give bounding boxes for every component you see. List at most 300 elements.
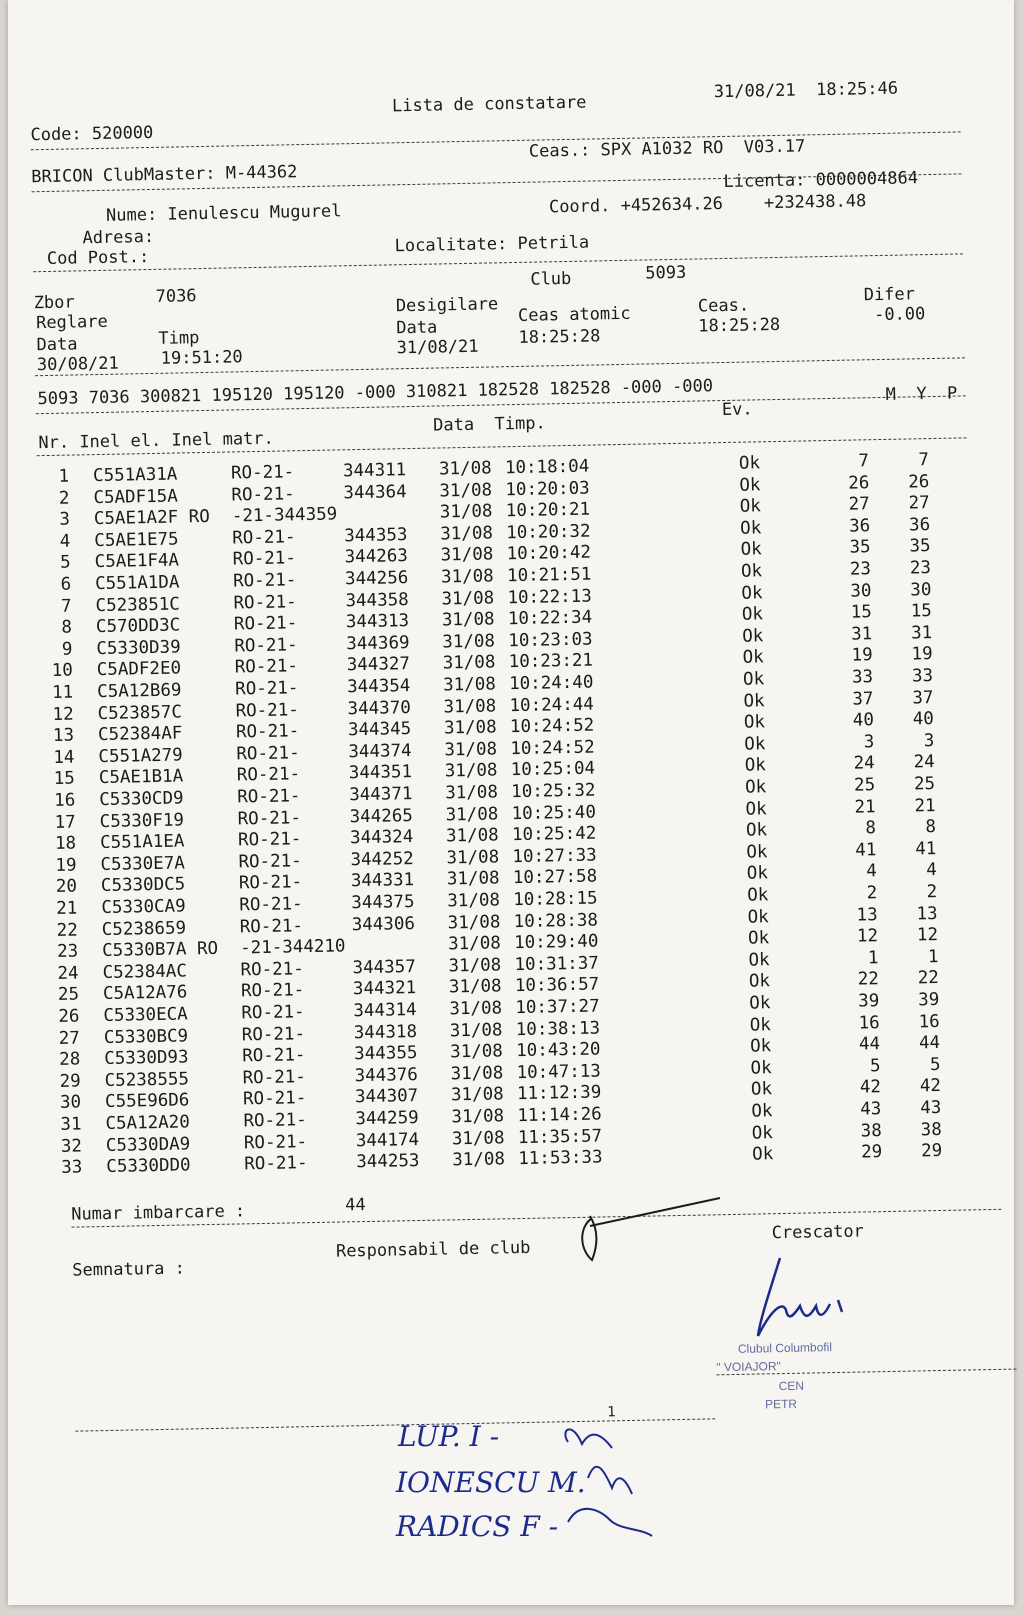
cell-m: 4 (866, 861, 877, 882)
cell-m: 2 (866, 883, 878, 904)
unsealing-date: 31/08/21 (396, 336, 479, 359)
cell-inel: C5238555 (104, 1069, 190, 1091)
cell-m: 41 (855, 839, 877, 861)
cell-data: 31/08 (447, 890, 501, 912)
cell-timp: 11:35:57 (517, 1126, 603, 1148)
cell-ev: Ok (747, 885, 769, 906)
cell-p: 25 (913, 774, 936, 795)
cell-matr: RO-21- (240, 958, 304, 981)
cell-timp: 10:47:13 (516, 1061, 602, 1083)
cell-num: 344376 (354, 1064, 419, 1087)
cell-timp: 10:20:03 (505, 478, 590, 500)
flight-number: 7036 (155, 286, 197, 307)
cell-inel: C5AE1B1A (98, 766, 184, 789)
cell-ev: Ok (741, 582, 763, 604)
cell-data: 31/08 (448, 976, 502, 998)
signature-label: Semnatura : (72, 1258, 186, 1281)
stamp-line-1: Clubul Columbofil (737, 1340, 833, 1356)
column-header-ev: Ev. (721, 399, 753, 421)
cell-inel: C5330DA9 (105, 1133, 191, 1156)
cell-matr: RO-21- (233, 613, 298, 635)
cell-ev: Ok (742, 626, 764, 647)
cell-inel: C52384AC (102, 961, 188, 983)
cell-nr: 6 (60, 574, 72, 595)
cell-num: 344265 (349, 805, 414, 827)
cell-p: 24 (913, 752, 935, 773)
clock-field: Ceas.: SPX A1032 RO V03.17 (528, 136, 806, 162)
cell-num: 344174 (355, 1129, 420, 1151)
cell-nr: 9 (61, 639, 73, 660)
cell-data: 31/08 (439, 480, 493, 502)
cell-inel: C5AE1F4A (94, 550, 180, 573)
cell-data: 31/08 (442, 631, 496, 653)
cell-m: 15 (850, 602, 873, 623)
cell-timp: 10:18:04 (504, 456, 590, 479)
cell-nr: 30 (59, 1092, 82, 1114)
cell-num: 344307 (354, 1086, 419, 1108)
cell-nr: 11 (51, 682, 74, 703)
cell-inel: C5330D39 (96, 637, 181, 659)
cell-m: 26 (848, 472, 870, 494)
cell-nr: 20 (55, 876, 78, 898)
stamp-line-4: PETR (764, 1396, 798, 1412)
cell-matr: RO-21- (242, 1088, 307, 1110)
cell-data: 31/08 (438, 458, 492, 480)
cell-inel: C5A12A20 (105, 1112, 190, 1135)
cell-nr: 31 (60, 1114, 82, 1135)
cell-nr: 13 (52, 725, 75, 747)
cell-nr: 27 (58, 1028, 81, 1049)
cell-num: 344370 (347, 697, 411, 719)
cell-num: 344364 (343, 481, 407, 503)
clock-value: 18:25:28 (698, 314, 781, 337)
cell-matr: RO-21- (234, 678, 299, 700)
cell-data: 31/08 (441, 609, 495, 631)
cell-ev: Ok (750, 1079, 773, 1101)
cell-data: 31/08 (446, 868, 500, 890)
boarding-count-value: 44 (344, 1195, 366, 1216)
cell-inel: C5330F19 (99, 810, 185, 832)
cell-m: 5 (869, 1055, 881, 1077)
cell-num: 344331 (350, 870, 415, 892)
cell-m: 43 (860, 1099, 882, 1120)
cell-num: 344321 (352, 978, 417, 1000)
cell-data: 31/08 (440, 544, 494, 566)
cell-m: 7 (858, 451, 870, 472)
cell-num: 344259 (355, 1107, 419, 1130)
cell-matr: RO-21- (237, 829, 302, 851)
cell-ev: Ok (745, 820, 768, 841)
cell-nr: 16 (54, 790, 76, 811)
cell-ev: Ok (747, 928, 770, 949)
cell-matr: RO-21- (238, 872, 303, 894)
cell-num: 344311 (342, 460, 407, 482)
cell-num: 344358 (345, 589, 409, 611)
cell-inel: C5330CA9 (101, 896, 186, 919)
cell-matr: RO-21- (243, 1110, 307, 1132)
cell-p: 44 (918, 1033, 941, 1054)
difference-value: -0.00 (873, 304, 926, 326)
cell-m: 13 (856, 904, 878, 926)
cell-ev: Ok (748, 971, 771, 993)
cell-ev: Ok (744, 777, 767, 798)
flight-label: Zbor (33, 292, 75, 314)
cell-num: 344313 (345, 611, 410, 633)
cell-inel: C551A1EA (99, 831, 185, 854)
cell-p: 16 (918, 1011, 940, 1032)
cell-m: 22 (857, 969, 880, 990)
cell-matr: RO-21- (238, 850, 302, 873)
cell-nr: 15 (53, 768, 76, 790)
column-header-myp: M Y P (885, 383, 958, 405)
cell-p: 26 (908, 471, 930, 493)
cell-nr: 24 (57, 963, 79, 984)
setting-time: 19:51:20 (160, 347, 243, 369)
stamp-line-3: CEN (778, 1378, 805, 1394)
column-header-rings: Nr. Inel el. Inel matr. (38, 428, 274, 454)
address-label: Adresa: (82, 226, 155, 249)
cell-timp: 10:24:44 (509, 694, 595, 716)
cell-p: 3 (923, 730, 935, 752)
cell-p: 41 (915, 838, 937, 860)
cell-nr: 2 (58, 488, 70, 509)
cell-p: 8 (925, 817, 937, 838)
cell-nr: 19 (55, 855, 77, 876)
fancier-name: Nume: Ienulescu Mugurel (105, 201, 342, 226)
cell-timp: 11:14:26 (517, 1104, 602, 1127)
cell-inel: C5330DD0 (106, 1155, 191, 1178)
postal-code-label: Cod Post.: (46, 247, 150, 269)
cell-p: 36 (908, 514, 931, 536)
cell-p: 39 (918, 989, 940, 1011)
cell-matr: RO-21- (236, 743, 300, 765)
cell-matr: RO-21- (234, 635, 298, 657)
cell-matr: RO-21- (230, 462, 295, 484)
cell-m: 1 (867, 947, 879, 969)
cell-timp: 10:28:15 (513, 888, 598, 911)
cell-inel: C523857C (97, 702, 183, 724)
cell-ev: Ok (739, 518, 762, 539)
cell-nr: 22 (56, 920, 78, 941)
cell-inel: C5AE1A2F RO (93, 507, 210, 530)
cell-inel: C551A31A (92, 464, 178, 487)
cell-m: 3 (863, 731, 875, 753)
cell-nr: 26 (58, 1006, 80, 1027)
cell-matr: RO-21- (234, 656, 299, 678)
cell-p: 15 (910, 601, 933, 622)
cell-m: 37 (852, 688, 874, 710)
cell-m: 21 (854, 796, 876, 818)
cell-num: 344253 (356, 1151, 420, 1173)
cell-nr: 3 (59, 509, 71, 530)
cell-num: 344371 (349, 784, 413, 806)
cell-timp: 10:23:03 (508, 629, 593, 651)
cell-inel: C52384AF (97, 723, 183, 746)
cell-timp: 10:22:13 (507, 586, 592, 608)
cell-p: 21 (914, 795, 936, 817)
cell-matr: RO-21- (237, 807, 302, 830)
cell-p: 4 (926, 860, 937, 881)
cell-m: 19 (851, 645, 873, 666)
cell-ev: Ok (744, 755, 767, 777)
cell-timp: 11:53:33 (518, 1147, 603, 1170)
unsealing-date-label: Data (396, 317, 438, 339)
cell-inel: C5238659 (101, 918, 187, 940)
cell-inel: C5330B7A RO (101, 939, 219, 962)
cell-data: 31/08 (450, 1041, 504, 1063)
club-label: Club (530, 268, 572, 290)
cell-data: 31/08 (440, 523, 494, 545)
cell-p: 27 (908, 493, 930, 514)
clock-label: Ceas. (697, 295, 750, 317)
cell-data: 31/08 (444, 739, 498, 761)
cell-num: 344355 (354, 1043, 418, 1065)
cell-m: 30 (850, 580, 872, 602)
atomic-clock-value: 18:25:28 (518, 326, 601, 348)
cell-data: 31/08 (443, 696, 497, 718)
cell-timp: 10:27:33 (512, 845, 597, 867)
cell-matr: RO-21- (237, 786, 301, 808)
cell-timp: 10:20:32 (506, 521, 591, 544)
cell-ev: Ok (748, 950, 770, 971)
cell-m: 38 (860, 1120, 882, 1142)
cell-inel: C551A279 (98, 745, 183, 767)
cell-m: 12 (856, 926, 879, 947)
cell-timp: 10:20:42 (506, 542, 592, 565)
cell-p: 30 (910, 579, 932, 601)
cell-ev: Ok (742, 647, 764, 669)
cell-data: 31/08 (441, 588, 495, 610)
cell-ev: Ok (743, 712, 766, 733)
cell-inel: C55E96D6 (104, 1090, 190, 1113)
cell-nr: 4 (59, 531, 71, 552)
cell-inel: C5ADF2E0 (96, 658, 182, 681)
cell-num: 344351 (348, 762, 413, 784)
cell-num: 344306 (351, 913, 416, 935)
cell-data: 31/08 (452, 1149, 506, 1171)
cell-ev: Ok (749, 1014, 771, 1036)
handwritten-line-1: LUP. I - (398, 1420, 500, 1453)
cell-num: 344353 (344, 524, 408, 547)
cell-inel: C551A1DA (94, 572, 180, 595)
cell-inel: C5A12B69 (97, 680, 182, 703)
cell-ev: Ok (739, 474, 761, 496)
cell-m: 40 (852, 710, 875, 731)
cell-ev: Ok (750, 1058, 772, 1079)
cell-m: 44 (858, 1034, 881, 1055)
cell-ev: Ok (752, 1144, 774, 1165)
cell-data: 31/08 (439, 501, 493, 523)
cell-nr: 17 (54, 812, 76, 833)
cell-inel: C5AE1E75 (94, 529, 179, 551)
cell-nr: 5 (59, 552, 71, 574)
cell-timp: 10:22:34 (507, 607, 593, 630)
cell-p: 1 (927, 946, 939, 967)
cell-p: 19 (911, 644, 933, 665)
cell-timp: 10:31:37 (514, 953, 599, 975)
cell-ev: Ok (749, 1036, 772, 1057)
cell-ev: Ok (747, 906, 769, 928)
cell-matr: -21-344210 (239, 936, 346, 959)
cell-nr: 23 (56, 941, 79, 963)
cell-m: 27 (848, 494, 870, 515)
setting-label: Reglare (35, 311, 108, 334)
cell-matr: RO-21- (240, 980, 305, 1002)
cell-num: 344357 (352, 956, 416, 979)
cell-data: 31/08 (446, 847, 500, 869)
cell-inel: C570DD3C (95, 615, 181, 638)
cell-timp: 10:25:04 (510, 758, 596, 781)
cell-matr: RO-21- (239, 894, 303, 916)
cell-data: 31/08 (447, 933, 501, 955)
cell-ev: Ok (742, 669, 765, 690)
cell-timp: 10:37:27 (515, 996, 600, 1019)
cell-timp: 10:21:51 (506, 564, 592, 587)
cell-inel: C5330CD9 (99, 788, 184, 811)
cell-data: 31/08 (450, 1063, 504, 1085)
cell-ev: Ok (751, 1122, 774, 1144)
cell-num: 344375 (351, 892, 415, 914)
cell-m: 23 (849, 559, 872, 580)
cell-ev: Ok (739, 496, 762, 517)
cell-data: 31/08 (449, 1019, 503, 1041)
page-number: 1 (606, 1404, 616, 1421)
cell-p: 38 (920, 1119, 942, 1140)
cell-inel: C5ADF15A (93, 486, 178, 508)
license-field: Licenta: 0000004864 (723, 168, 919, 192)
cell-m: 8 (865, 818, 877, 839)
cell-p: 33 (911, 666, 934, 687)
page-title: Lista de constatare (391, 92, 587, 117)
cell-data: 31/08 (445, 825, 499, 847)
cell-nr: 10 (51, 660, 73, 682)
cell-p: 22 (917, 968, 940, 989)
cell-inel: C5330E7A (100, 853, 186, 875)
boarding-count-label: Numar imbarcare : (71, 1201, 246, 1225)
cell-p: 5 (929, 1054, 941, 1075)
cell-matr: RO-21- (242, 1045, 306, 1067)
cell-ev: Ok (741, 604, 764, 625)
report-datetime: 31/08/21 18:25:46 (713, 78, 899, 103)
cell-timp: 10:24:52 (510, 737, 595, 759)
cell-matr: RO-21- (232, 527, 296, 549)
coordinates-field: Coord. +452634.26 +232438.48 (548, 191, 867, 218)
cell-p: 29 (920, 1141, 943, 1162)
cell-timp: 10:20:21 (505, 499, 591, 522)
cell-p: 40 (912, 709, 935, 730)
cell-nr: 7 (60, 596, 72, 617)
cell-nr: 12 (52, 704, 74, 725)
setting-date-label: Data (36, 334, 78, 356)
cell-matr: RO-21- (232, 570, 297, 592)
stamp-line-2: " VOIAJOR" (716, 1359, 781, 1375)
atomic-clock-label: Ceas atomic (517, 303, 631, 326)
handwritten-line-2: IONESCU M. (396, 1466, 586, 1499)
cell-p: 13 (916, 903, 938, 924)
cell-m: 35 (849, 537, 871, 559)
breeder-label: Crescator (771, 1221, 865, 1244)
cell-m: 16 (858, 1012, 880, 1034)
cell-matr: RO-21- (236, 764, 301, 786)
cell-m: 42 (859, 1077, 882, 1098)
cell-data: 31/08 (442, 652, 496, 674)
cell-data: 31/08 (451, 1106, 505, 1128)
setting-date: 30/08/21 (36, 353, 119, 376)
cell-num: 344345 (347, 719, 412, 741)
cell-m: 25 (853, 775, 876, 796)
cell-timp: 10:29:40 (513, 931, 599, 954)
cell-data: 31/08 (449, 998, 503, 1020)
cell-num: 344252 (350, 848, 414, 871)
cell-p: 37 (912, 687, 934, 709)
cell-timp: 10:25:32 (511, 780, 596, 803)
cell-num: 344327 (346, 654, 411, 676)
club-number: 5093 (645, 262, 687, 284)
cell-m: 33 (851, 667, 874, 688)
club-responsible-signature (582, 1198, 720, 1260)
cell-num: 344354 (346, 676, 411, 698)
cell-matr: RO-21- (232, 548, 297, 570)
cell-ev: Ok (749, 993, 771, 1014)
cell-nr: 29 (59, 1071, 81, 1092)
cell-data: 31/08 (450, 1084, 504, 1106)
cell-ev: Ok (745, 798, 767, 820)
cell-timp: 10:36:57 (514, 974, 600, 997)
cell-data: 31/08 (444, 760, 498, 782)
unsealing-label: Desigilare (395, 294, 499, 317)
cell-matr: RO-21- (243, 1131, 308, 1153)
cell-inel: C5330D93 (104, 1047, 189, 1070)
cell-ev: Ok (740, 561, 763, 582)
cell-ev: Ok (744, 734, 766, 755)
cell-nr: 21 (56, 898, 78, 919)
cell-nr: 32 (60, 1136, 83, 1157)
cell-ev: Ok (743, 690, 765, 712)
cell-p: 12 (916, 925, 939, 946)
cell-num: 344256 (344, 568, 409, 590)
cell-matr: RO-21- (233, 591, 297, 614)
cell-p: 43 (920, 1097, 942, 1119)
cell-nr: 33 (61, 1157, 83, 1179)
cell-ev: Ok (746, 842, 768, 863)
clubmaster-field: BRICON ClubMaster: M-44362 (31, 162, 298, 188)
cell-nr: 1 (58, 466, 70, 487)
cell-matr: -21-344359 (231, 504, 338, 527)
setting-time-label: Timp (158, 328, 200, 349)
cell-num: 344369 (346, 632, 410, 655)
cell-timp: 10:38:13 (515, 1018, 601, 1040)
cell-nr: 25 (57, 984, 80, 1006)
cell-p: 7 (918, 450, 930, 471)
cell-data: 31/08 (442, 674, 497, 696)
cell-inel: C5A12A76 (102, 982, 188, 1005)
cell-timp: 10:24:40 (508, 672, 594, 695)
cell-p: 31 (910, 622, 933, 644)
cell-inel: C5330ECA (103, 1004, 188, 1027)
cell-nr: 14 (53, 747, 75, 768)
cell-num: 344314 (353, 1000, 417, 1022)
cell-timp: 10:28:38 (513, 910, 599, 932)
club-responsible-label: Responsabil de club (335, 1237, 531, 1262)
cell-num: 344263 (344, 546, 409, 568)
cell-data: 31/08 (447, 911, 501, 933)
cell-m: 24 (853, 753, 875, 774)
breeder-signature (758, 1258, 842, 1336)
cell-inel: C523851C (95, 594, 181, 616)
handwritten-line-3: RADICS F - (396, 1510, 559, 1543)
cell-ev: Ok (746, 863, 769, 885)
cell-inel: C5330BC9 (103, 1026, 189, 1048)
